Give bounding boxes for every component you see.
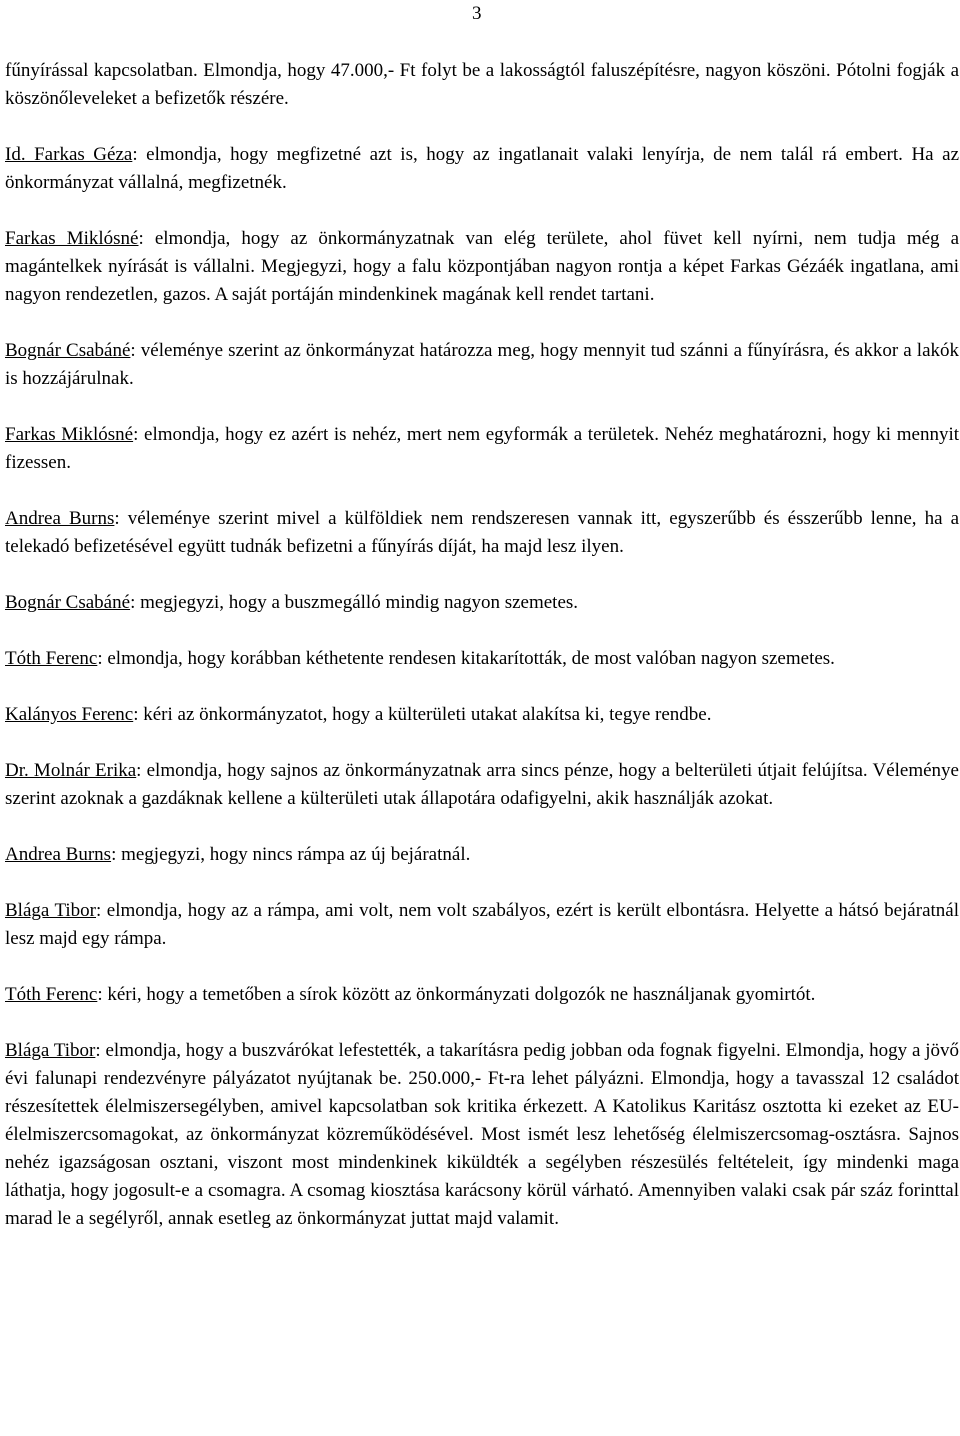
- speaker-name: Bognár Csabáné: [5, 592, 131, 613]
- speaker-name: Id. Farkas Géza: [5, 144, 133, 165]
- paragraph-speaker-statement: [5, 645, 959, 673]
- paragraph-speaker-statement: [5, 981, 959, 1009]
- speaker-name: Tóth Ferenc: [5, 984, 98, 1005]
- paragraph-text: elmondja, hogy az önkormányzatnak van elég területe, ahol füvet kell nyírni, nem tudja még a magántelkek nyírását is vállalni. Megjegyzi, hogy a falu központjában nagyon rontja a képet Farkas Gézáék ingatlana, ami nagyon rendezetlen, gazos. A saját portáján mindenkinek magának kell rendet tartani.: [5, 228, 960, 305]
- paragraph-text: elmondja, hogy az a rámpa, ami volt, nem volt szabályos, ezért is került elbontásra. Helyette a hátsó bejáratnál lesz majd egy rámpa.: [5, 900, 959, 949]
- paragraph-speaker-statement: [5, 897, 959, 953]
- paragraph-speaker-statement: [5, 701, 959, 729]
- speaker-separator: :: [136, 760, 147, 781]
- paragraph-speaker-statement: [5, 757, 959, 813]
- paragraph-text: elmondja, hogy korábban kéthetente rendesen kitakarították, de most valóban nagyon szemetes.: [107, 648, 835, 669]
- paragraph-text: kéri az önkormányzatot, hogy a külterületi utakat alakítsa ki, tegye rendbe.: [143, 704, 712, 725]
- page-number: 3: [472, 3, 482, 24]
- paragraph-text: megjegyzi, hogy nincs rámpa az új bejáratnál.: [121, 844, 471, 865]
- document-body: [5, 57, 959, 1261]
- paragraph-speaker-statement: [5, 225, 959, 309]
- speaker-name: Tóth Ferenc: [5, 648, 98, 669]
- speaker-name: Farkas Miklósné: [5, 424, 134, 445]
- speaker-separator: :: [130, 340, 141, 361]
- speaker-separator: :: [95, 1040, 106, 1061]
- paragraph-continuation: [5, 57, 959, 113]
- paragraph-speaker-statement: [5, 421, 959, 477]
- paragraph-speaker-statement: [5, 505, 959, 561]
- speaker-separator: :: [133, 704, 144, 725]
- paragraph-speaker-statement: [5, 141, 959, 197]
- speaker-separator: :: [114, 508, 128, 529]
- speaker-name: Blága Tibor: [5, 900, 96, 921]
- speaker-separator: :: [138, 228, 155, 249]
- paragraph-text: megjegyzi, hogy a buszmegálló mindig nagyon szemetes.: [140, 592, 579, 613]
- paragraph-text: véleménye szerint mivel a külföldiek nem rendszeresen vannak itt, egyszerűbb és ésszerűbb lenne, ha a telekadó befizetésével együtt tudnák befizetni a fűnyírás díját, ha majd lesz ilyen.: [5, 508, 960, 557]
- paragraph-text: elmondja, hogy ez azért is nehéz, mert nem egyformák a területek. Nehéz meghatározni, hogy ki mennyit fizessen.: [5, 424, 959, 473]
- speaker-name: Dr. Molnár Erika: [5, 760, 137, 781]
- speaker-name: Farkas Miklósné: [5, 228, 139, 249]
- speaker-separator: :: [97, 648, 108, 669]
- speaker-separator: :: [111, 844, 122, 865]
- speaker-name: Bognár Csabáné: [5, 340, 131, 361]
- speaker-separator: :: [130, 592, 141, 613]
- paragraph-speaker-statement: [5, 337, 959, 393]
- speaker-name: Kalányos Ferenc: [5, 704, 134, 725]
- speaker-separator: :: [97, 984, 108, 1005]
- paragraph-text: fűnyírással kapcsolatban. Elmondja, hogy 47.000,- Ft folyt be a lakosságtól faluszépítésre, nagyon köszöni. Pótolni fogják a köszönőleveleket a befizetők részére.: [5, 60, 959, 109]
- paragraph-text: elmondja, hogy a buszvárókat lefestették, a takarításra pedig jobban oda fognak figyelni. Elmondja, hogy a jövő évi falunapi rendezvényre pályázatot nyújtanak be. 250.000,- Ft-ra lehet pályázni. Elmondja, hogy a tavasszal 12 családot részesítettek élelmiszersegélyben, amivel kapcsolatban sok kritika érkezett. A Katolikus Karitász osztotta ki ezeket az EU-élelmiszercsomagokat, az önkormányzat közreműködésével. Most ismét lesz lehetőség élelmiszercsomag-osztásra. Sajnos nehéz igazságosan osztani, viszont most mindenkinek kiküldték a segélyben részesülés feltételeit, így mindenki maga láthatja, hogy jogosult-e a csomagra. A csomag kiosztása karácsony körül várható. Amennyiben valaki csak pár száz forinttal marad le a segélyről, annak esetleg az önkormányzat juttat majd valamit.: [5, 1040, 959, 1229]
- speaker-separator: :: [96, 900, 107, 921]
- paragraph-speaker-statement: [5, 841, 959, 869]
- paragraph-text: elmondja, hogy megfizetné azt is, hogy az ingatlanait valaki lenyírja, de nem talál rá embert. Ha az önkormányzat vállalná, megfizetnék.: [5, 144, 960, 193]
- speaker-separator: :: [132, 144, 147, 165]
- paragraph-text: elmondja, hogy sajnos az önkormányzatnak arra sincs pénze, hogy a belterületi útjait felújítsa. Véleménye szerint azoknak a gazdáknak kellene a külterületi utak állapotára odafigyelni, akik használják azokat.: [5, 760, 959, 809]
- speaker-name: Andrea Burns: [5, 844, 112, 865]
- paragraph-text: véleménye szerint az önkormányzat határozza meg, hogy mennyit tud szánni a fűnyírásra, és akkor a lakók is hozzájárulnak.: [5, 340, 960, 389]
- paragraph-speaker-statement: [5, 589, 959, 617]
- speaker-separator: :: [133, 424, 145, 445]
- speaker-name: Blága Tibor: [5, 1040, 96, 1061]
- paragraph-text: kéri, hogy a temetőben a sírok között az önkormányzati dolgozók ne használjanak gyomirtót.: [107, 984, 816, 1005]
- paragraph-speaker-statement: [5, 1037, 959, 1233]
- speaker-name: Andrea Burns: [5, 508, 115, 529]
